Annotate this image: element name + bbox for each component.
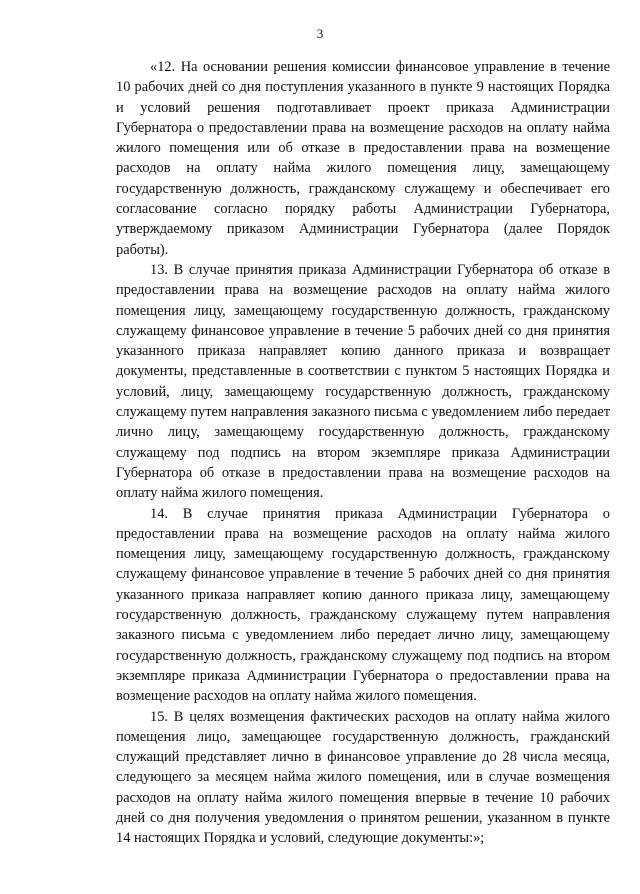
paragraph-12: «12. На основании решения комиссии финансовое управление в течение 10 рабочих дней со дня поступления указанного в пункте 9 настоящих Порядка и условий решения подготавливает проект приказа Администрации Губернатора о предоставлении права на возмещение расходов на оплату найма жилого помещения или об отказе в предоставлении права на возмещение расходов на оплату найма жилого помещения лицу, замещающему государственную должность, гражданскому служащему и обеспечивает его согласование согласно порядку работы Администрации Губернатора, утверждаемому приказом Администрации Губернатора (далее Порядок работы).	[116, 59, 610, 258]
document-body	[116, 57, 610, 849]
paragraph-15: 15. В целях возмещения фактических расходов на оплату найма жилого помещения лицо, замещающее государственную должность, гражданский служащий представляет лично в финансовое управление до 28 числа месяца, следующего за месяцем найма жилого помещения, или в случае возмещения расходов на оплату найма жилого помещения впервые в течение 10 рабочих дней со дня получения уведомления о принятом решении, указанном в пункте 14 настоящих Порядка и условий, следующие документы:»;	[116, 708, 610, 847]
paragraph-14: 14. В случае принятия приказа Администрации Губернатора о предоставлении права на возмещение расходов на оплату найма жилого помещения лицу, замещающему государственную должность, гражданскому служащему финансовое управление в течение 5 рабочих дней со дня принятия указанного приказа направляет копию данного приказа лицу, замещающему государственную должность, гражданскому служащему путем направления заказного письма с уведомлением либо передает лично лицу, замещающему государственную должность, гражданскому служащему под подпись на втором экземпляре приказа Администрации Губернатора о предоставлении права на возмещение расходов на оплату найма жилого помещения.	[116, 505, 610, 705]
paragraph-13: 13. В случае принятия приказа Администрации Губернатора об отказе в предоставлении права на возмещение расходов на оплату найма жилого помещения лицу, замещающему государственную должность, гражданскому служащему финансовое управление в течение 5 рабочих дней со дня принятия указанного приказа направляет копию данного приказа и возвращает документы, представленные в соответствии с пунктом 5 настоящих Порядка и условий, лицу, замещающему государственную должность, гражданскому служащему путем направления заказного письма с уведомлением либо передает лично лицу, замещающему государственную должность, гражданскому служащему под подпись на втором экземпляре приказа Администрации Губернатора об отказе в предоставлении права на возмещение расходов на оплату найма жилого помещения.	[116, 261, 610, 502]
page-number: 3	[316, 26, 324, 41]
